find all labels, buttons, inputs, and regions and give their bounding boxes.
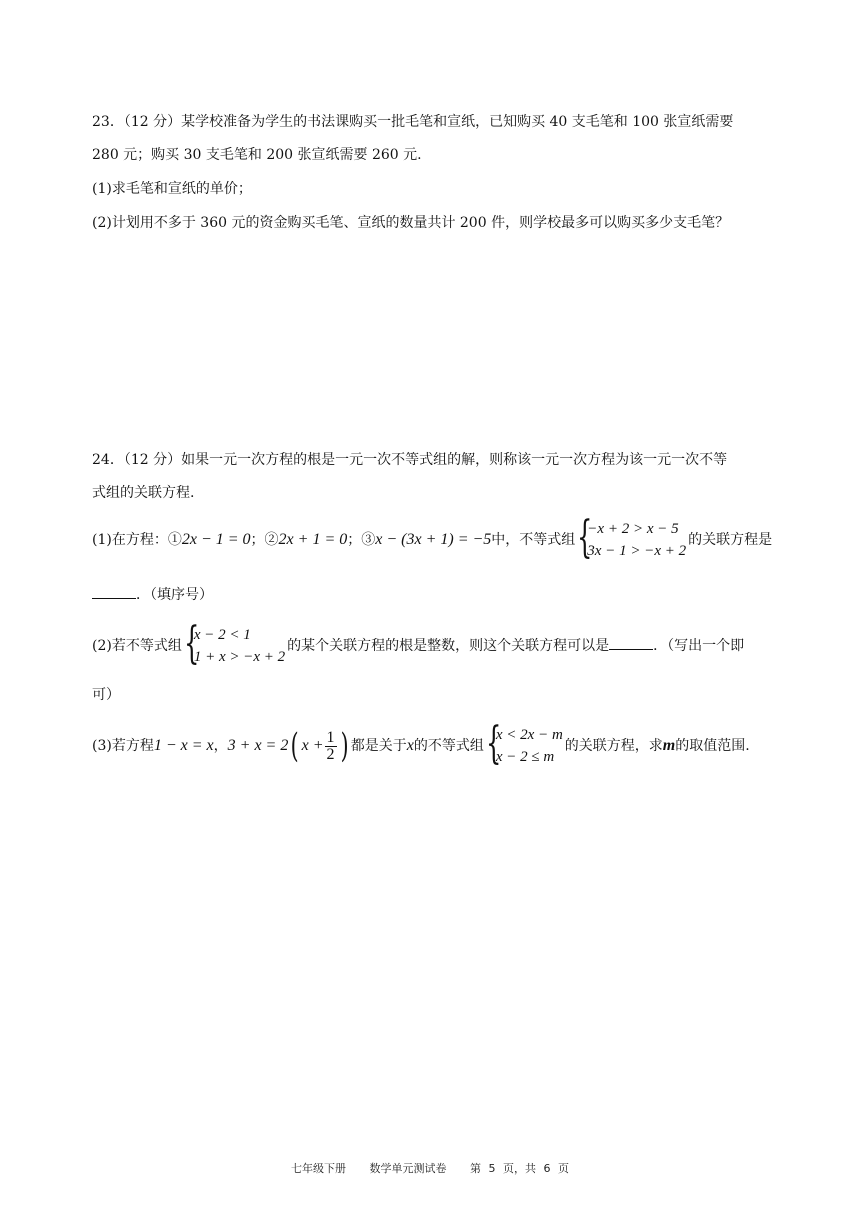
q24-p2-sys-row1: x − 2 < 1: [193, 627, 251, 643]
q24-part2-line2: 可）: [92, 687, 120, 703]
q24-p3-inequality-system: [485, 718, 563, 769]
brace-icon: {: [183, 618, 200, 669]
q23-line2: 280 元；购买 30 支毛笔和 200 张宣纸需要 260 元.: [92, 147, 422, 163]
brace-icon: {: [485, 718, 502, 769]
q24-p3-eq1: 1 − x = x: [153, 737, 214, 754]
q24-part1-fill: [92, 584, 213, 605]
q24-p1-sys-row2: 3x − 1 > −x + 2: [587, 543, 687, 559]
footer-title: 数学单元测试卷: [369, 1162, 447, 1175]
right-paren-icon: ): [340, 726, 349, 766]
q24-p1-suffix: 的关联方程是: [688, 532, 773, 548]
q24-p3-sys-row2: x − 2 ≤ m: [495, 749, 555, 765]
q24-p2-suffix: 的某个关联方程的根是整数，则这个关联方程可以是: [287, 638, 610, 654]
answer-blank: [92, 584, 136, 599]
q24-p3-mid: 都是关于: [350, 738, 407, 754]
q24-p3-sys-row1: x < 2x − m: [495, 727, 563, 743]
fraction-numerator: 1: [326, 728, 335, 746]
q24-part3: [92, 718, 750, 769]
footer-page-number: 第 5 页，共 6 页: [470, 1162, 569, 1175]
q24-p3-suffix: 的关联方程，求: [564, 738, 663, 754]
q24-p2-tail: ．（写出一个即: [653, 638, 745, 654]
q24-p1-eq2: 2x + 1 = 0: [278, 531, 348, 548]
footer-grade: 七年级下册: [291, 1162, 346, 1175]
q24-p1-mid: 中，不等式组: [491, 532, 576, 548]
q24-p1-sep1: ；②: [250, 532, 279, 548]
fraction-denominator: 2: [326, 745, 335, 763]
q24-p3-var-m: m: [662, 737, 676, 754]
q24-p2-prefix: (2)若不等式组: [92, 638, 182, 654]
q24-p3-prefix: (3)若方程: [92, 738, 154, 754]
q24-p1-fill-label: ．（填序号）: [136, 587, 213, 603]
brace-icon: {: [577, 512, 593, 563]
q24-p1-eq3: x − (3x + 1) = −5: [375, 531, 492, 548]
q24-p3-comma: ，: [213, 738, 228, 754]
q24-p2-inequality-system: [183, 618, 286, 669]
q24-line2: 式组的关联方程.: [92, 485, 195, 501]
q24-p3-var-x: x: [406, 737, 414, 754]
q24-part2: [92, 618, 745, 669]
q23-line1: 23．（12 分）某学校准备为学生的书法课购买一批毛笔和宣纸，已知购买 40 支毛笔和 100 张宣纸需要: [92, 114, 734, 130]
q24-p3-eq2b: x +: [301, 737, 324, 754]
q24-p3-mid2: 的不等式组: [413, 738, 484, 754]
q24-p3-end: 的取值范围.: [675, 738, 750, 754]
q24-p1-eq1: 2x − 1 = 0: [181, 531, 251, 548]
q24-part1: [92, 512, 773, 563]
q24-p1-prefix: (1)在方程：①: [92, 532, 182, 548]
answer-blank: [609, 635, 653, 650]
q24-p1-sys-row1: −x + 2 > x − 5: [587, 521, 679, 537]
q23-part1: (1)求毛笔和宣纸的单价；: [92, 181, 252, 197]
q24-p3-fraction: [325, 730, 337, 763]
left-paren-icon: (: [290, 726, 299, 766]
page-footer: [0, 1160, 860, 1176]
q24-p3-eq2a: 3 + x = 2: [227, 737, 289, 754]
q24-line1: 24．（12 分）如果一元一次方程的根是一元一次不等式组的解，则称该一元一次方程为该一元一次不等: [92, 452, 728, 468]
q24-p1-sep2: ；③: [347, 532, 376, 548]
q24-p1-inequality-system: [577, 512, 687, 563]
q23-part2: (2)计划用不多于 360 元的资金购买毛笔、宣纸的数量共计 200 件，则学校最多可以购买多少支毛笔？: [92, 215, 730, 231]
q24-p2-sys-row2: 1 + x > −x + 2: [193, 649, 286, 665]
